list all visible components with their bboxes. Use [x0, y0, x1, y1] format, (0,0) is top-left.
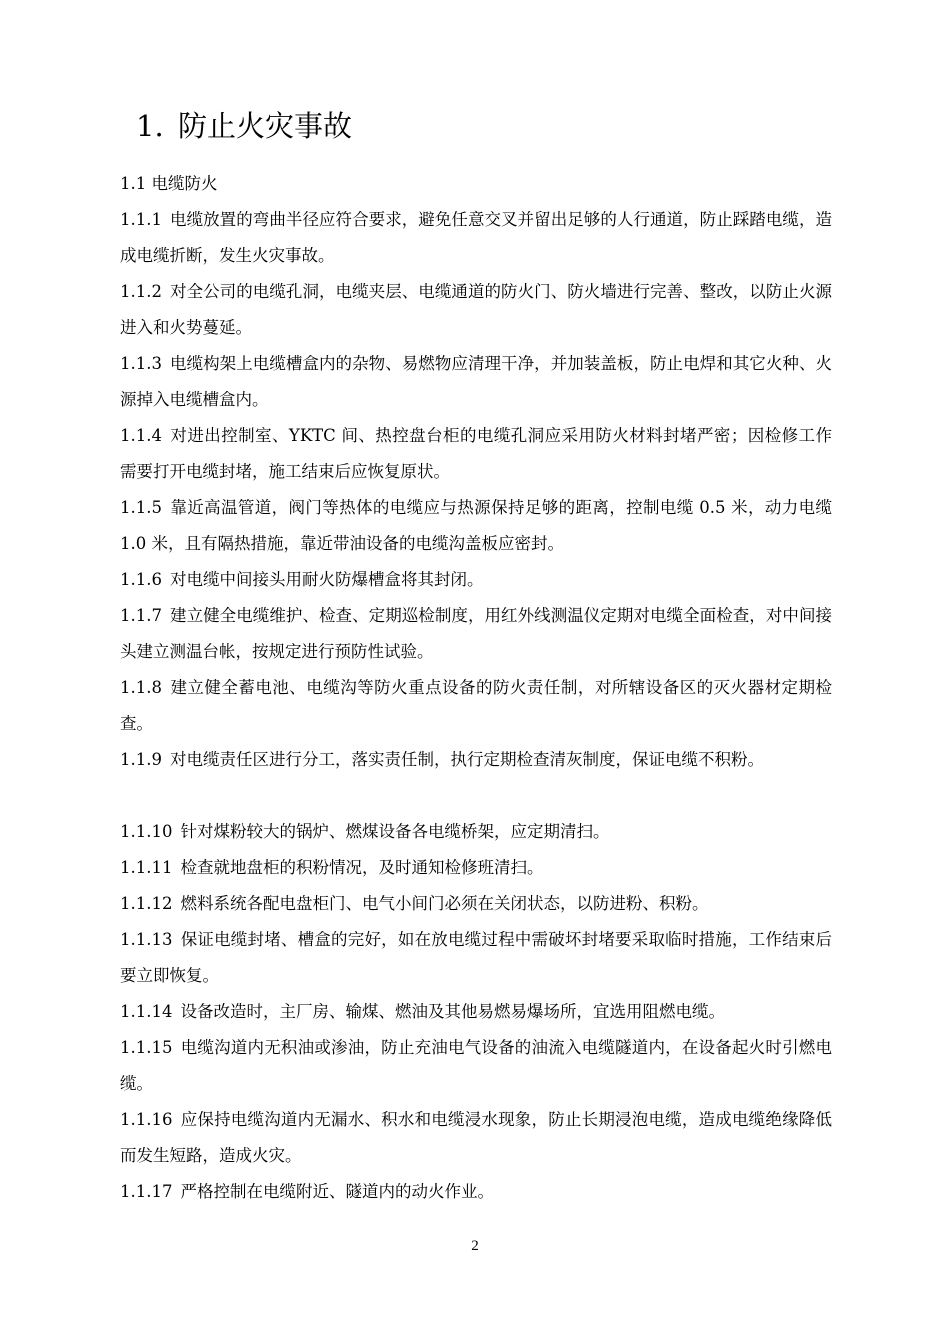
- page-number: 2: [471, 1238, 479, 1254]
- paragraph-text: 建立健全蓄电池、电缆沟等防火重点设备的防火责任制，对所辖设备区的灭火器材定期检查。: [120, 678, 832, 733]
- paragraph-text: 应保持电缆沟道内无漏水、积水和电缆浸水现象，防止长期浸泡电缆，造成电缆绝缘降低而发生短路，造成火灾。: [120, 1110, 832, 1165]
- paragraph-1-1-12: [120, 886, 832, 922]
- paragraph-text: 靠近高温管道，阀门等热体的电缆应与热源保持足够的距离，控制电缆 0.5 米，动力电缆 1.0 米，且有隔热措施，靠近带油设备的电缆沟盖板应密封。: [120, 498, 832, 553]
- paragraph-1-1-1: [120, 202, 832, 274]
- paragraph-number: 1.1.16: [120, 1110, 173, 1129]
- paragraph-number: 1.1.2: [120, 282, 162, 301]
- paragraph-1-1-15: [120, 1030, 832, 1102]
- paragraph-text: 建立健全电缆维护、检查、定期巡检制度，用红外线测温仪定期对电缆全面检查，对中间接头建立测温台帐，按规定进行预防性试验。: [120, 606, 832, 661]
- paragraph-text: 检查就地盘柜的积粉情况，及时通知检修班清扫。: [180, 858, 544, 877]
- paragraph-1-1-14: [120, 994, 832, 1030]
- paragraph-text: 电缆沟道内无积油或渗油，防止充油电气设备的油流入电缆隧道内，在设备起火时引燃电缆。: [120, 1038, 832, 1093]
- paragraph-text: 对进出控制室、YKTC 间、热控盘台柜的电缆孔洞应采用防火材料封堵严密；因检修工作需要打开电缆封堵，施工结束后应恢复原状。: [120, 426, 832, 481]
- paragraph-number: 1.1.11: [120, 858, 173, 877]
- document-body: [120, 166, 832, 1210]
- paragraph-text: 设备改造时，主厂房、输煤、燃油及其他易燃易爆场所，宜选用阻燃电缆。: [180, 1002, 725, 1021]
- paragraph-1-1-13: [120, 922, 832, 994]
- chapter-number: 1.: [136, 109, 164, 143]
- paragraph-1-1-3: [120, 346, 832, 418]
- paragraph-number: 1.1.13: [120, 930, 173, 949]
- paragraph-1-1-4: [120, 418, 832, 490]
- paragraph-1-1-6: [120, 562, 832, 598]
- paragraph-text: 对电缆中间接头用耐火防爆槽盒将其封闭。: [169, 570, 484, 589]
- paragraph-1-1-2: [120, 274, 832, 346]
- paragraph-number: 1.1.3: [120, 354, 162, 373]
- paragraph-number: 1.1.6: [120, 570, 162, 589]
- paragraph-number: 1.1.17: [120, 1182, 173, 1201]
- paragraph-1-1-17: [120, 1174, 832, 1210]
- paragraph-number: 1.1.10: [120, 822, 173, 841]
- paragraph-number: 1.1.4: [120, 426, 162, 445]
- paragraph-1-1-11: [120, 850, 832, 886]
- paragraph-number: 1.1.5: [120, 498, 162, 517]
- chapter-heading: [136, 104, 352, 148]
- paragraph-text: 针对煤粉较大的锅炉、燃煤设备各电缆桥架，应定期清扫。: [180, 822, 610, 841]
- paragraph-text: 保证电缆封堵、槽盒的完好，如在放电缆过程中需破坏封堵要采取临时措施，工作结束后要立即恢复。: [120, 930, 832, 985]
- paragraph-1-1-5: [120, 490, 832, 562]
- paragraph-text: 严格控制在电缆附近、隧道内的动火作业。: [180, 1182, 494, 1201]
- section-title: 1.1 电缆防火: [120, 174, 218, 193]
- paragraph-1-1-10: [120, 814, 832, 850]
- paragraph-text: 电缆放置的弯曲半径应符合要求，避免任意交叉并留出足够的人行通道，防止踩踏电缆，造成电缆折断，发生火灾事故。: [120, 210, 832, 265]
- paragraph-number: 1.1.14: [120, 1002, 173, 1021]
- paragraph-text: 燃料系统各配电盘柜门、电气小间门必须在关闭状态，以防进粉、积粉。: [180, 894, 709, 913]
- paragraph-1-1-7: [120, 598, 832, 670]
- paragraph-text: 电缆构架上电缆槽盒内的杂物、易燃物应清理干净，并加装盖板，防止电焊和其它火种、火源掉入电缆槽盒内。: [120, 354, 832, 409]
- paragraph-number: 1.1.15: [120, 1038, 173, 1057]
- paragraph-number: 1.1.7: [120, 606, 162, 625]
- paragraph-1-1-9: [120, 742, 832, 814]
- paragraph-1-1-8: [120, 670, 832, 742]
- paragraph-number: 1.1.12: [120, 894, 173, 913]
- paragraph-number: 1.1.9: [120, 750, 162, 769]
- paragraph-number: 1.1.8: [120, 678, 162, 697]
- paragraph-1-1-16: [120, 1102, 832, 1174]
- paragraph-text: 对全公司的电缆孔洞，电缆夹层、电缆通道的防火门、防火墙进行完善、整改，以防止火源进入和火势蔓延。: [120, 282, 832, 337]
- paragraph-number: 1.1.1: [120, 210, 162, 229]
- chapter-title: 防止火灾事故: [178, 109, 353, 143]
- paragraph-text: 对电缆责任区进行分工，落实责任制，执行定期检查清灰制度，保证电缆不积粉。: [169, 750, 764, 769]
